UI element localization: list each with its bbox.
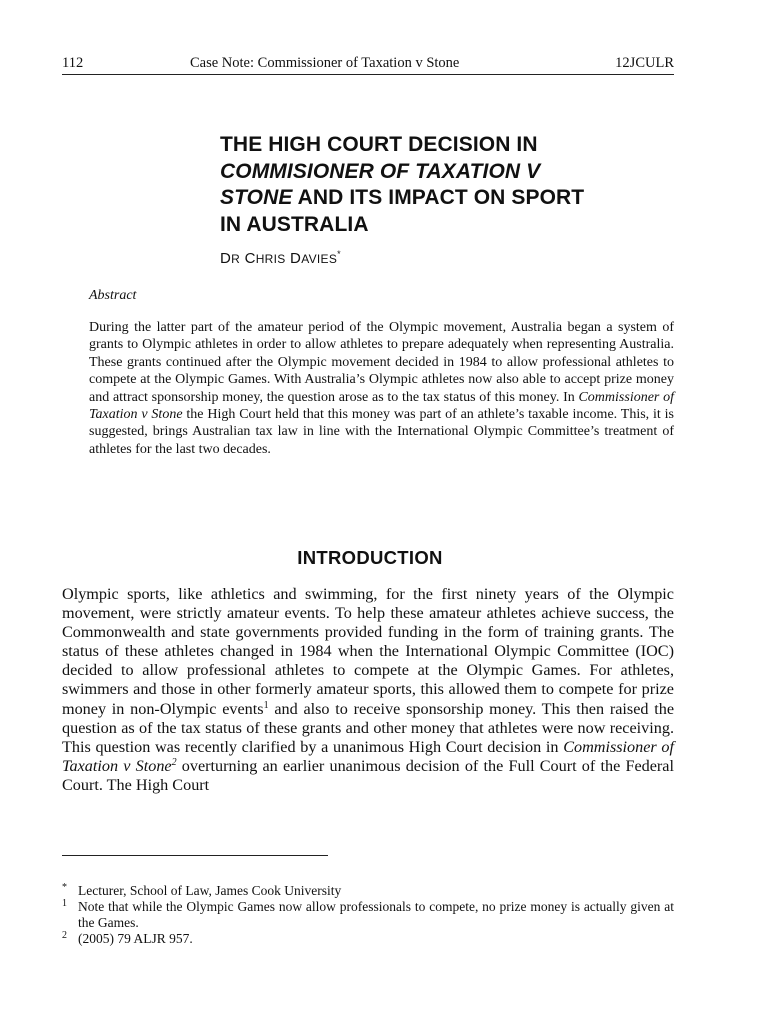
footnote-mark: * xyxy=(62,882,67,893)
intro-text-1: Olympic sports, like athletics and swimming, for the first ninety years of the Olympic movement, were strictly amateur events. To help these amateur athletes achieve success, the Commonwealth and state governments provided funding in the form of training grants. The status of these athletes changed in 1984 when the International Olympic Committee (IOC) decided to allow professional athletes to compete at the Olympic Games. For athletes, swimmers and those in other formerly amateur sports, this allowed them to compete for prize money in non-Olympic events xyxy=(62,585,674,718)
author-first-small: HRIS xyxy=(255,252,286,266)
footnote-text: Lecturer, School of Law, James Cook University xyxy=(78,883,342,898)
title-line-4: IN AUSTRALIA xyxy=(220,212,369,236)
footnote-ref-1: 1 xyxy=(263,699,269,711)
section-heading-introduction: INTRODUCTION xyxy=(297,547,443,568)
footnote-text: (2005) 79 ALJR 957. xyxy=(78,931,193,946)
footnote-text: Note that while the Olympic Games now allow professionals to compete, no prize money is actually given at the Games. xyxy=(78,899,674,930)
title-line-3-italic: STONE xyxy=(220,186,293,209)
title-line-1: THE HIGH COURT DECISION IN xyxy=(220,133,538,156)
author-name xyxy=(220,249,341,269)
footnote-ref-2: 2 xyxy=(171,756,177,768)
page-number: 112 xyxy=(62,55,84,71)
author-first: C xyxy=(240,250,256,267)
abstract-heading: Abstract xyxy=(89,288,137,303)
intro-text-3: overturning an earlier unanimous decision of the Full Court of the Federal Court. The High Court xyxy=(62,756,674,794)
author-last-small: AVIES xyxy=(301,252,338,266)
abstract-text-2: the High Court held that this money was part of an athlete’s taxable income. This, it is suggested, brings Australian tax law in line with the International Olympic Committee’s treatment of athletes for the last two decades. xyxy=(89,407,674,457)
author-footnote-mark: * xyxy=(337,249,341,259)
running-header xyxy=(62,54,674,75)
footnotes xyxy=(62,883,674,947)
author-last: D xyxy=(285,250,302,267)
abstract-text-1: During the latter part of the amateur period of the Olympic movement, Australia began a system of grants to Olympic athletes in order to allow athletes to prepare adequately when representing Australia. These grants continued after the Olympic movement decided in 1984 to allow professional athletes to compete at the Olympic Games. With Australia’s Olympic athletes now also able to accept prize money and attract sponsorship money, the question arose as to the tax status of this money. In xyxy=(89,320,674,405)
title-line-3: AND ITS IMPACT ON SPORT xyxy=(292,186,585,209)
footnote-mark: 2 xyxy=(62,930,67,941)
journal-name: 12JCULR xyxy=(615,55,674,71)
running-title: Case Note: Commissioner of Taxation v Stone xyxy=(190,55,460,71)
introduction-paragraph xyxy=(62,585,674,795)
intro-case-name: Commissioner of Taxation v Stone xyxy=(62,737,674,775)
title-line-2: COMMISIONER OF TAXATION V xyxy=(220,159,541,183)
footnote-1 xyxy=(62,899,674,931)
footnote-mark: 1 xyxy=(62,898,67,909)
author-prefix-small: R xyxy=(231,252,241,266)
abstract-case-name: Commissioner of Taxation v Stone xyxy=(89,389,674,423)
abstract-body xyxy=(89,319,674,458)
footnote-author xyxy=(62,883,674,899)
footnote-2 xyxy=(62,931,674,947)
intro-text-2: and also to receive sponsorship money. This then raised the question as of the tax status of these grants and other money that athletes were now receiving. This question was recently clarified by a unanimous High Court decision in xyxy=(62,699,674,756)
footnote-divider xyxy=(62,855,328,856)
article-title xyxy=(220,132,680,238)
author-prefix: D xyxy=(220,250,232,267)
